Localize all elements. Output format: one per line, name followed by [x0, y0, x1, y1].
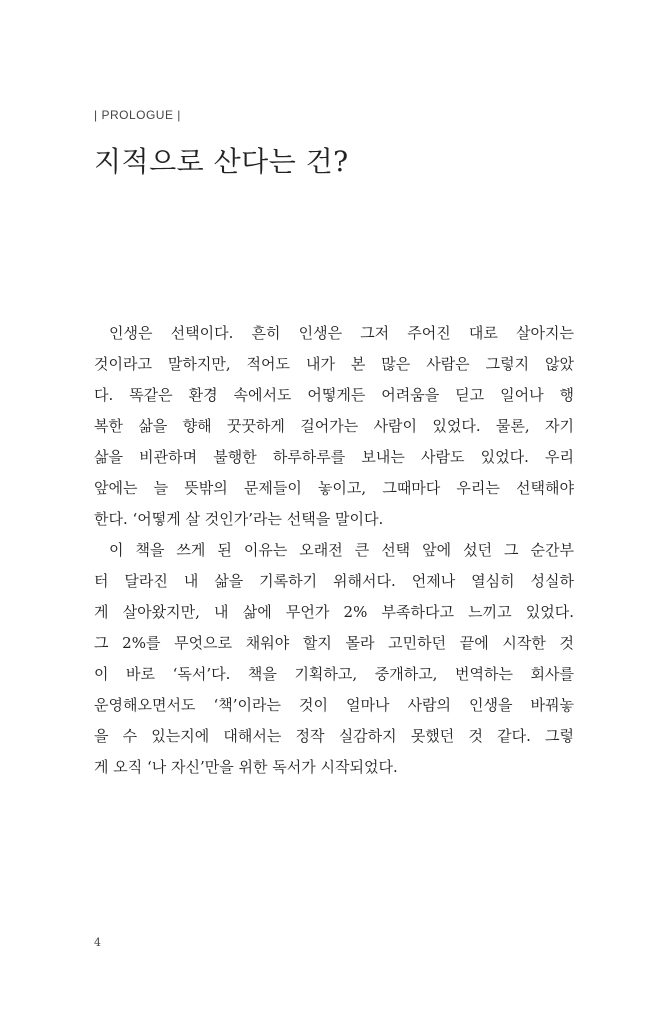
text-line: 삶을 비관하며 불행한 하루하루를 보내는 사람도 있었다. 우리 [94, 448, 574, 466]
text-line: 그 2%를 무엇으로 채워야 할지 몰라 고민하던 끝에 시작한 것 [94, 634, 574, 652]
text-line: 게 오직 ‘나 자신’만을 위한 독서가 시작되었다. [94, 758, 398, 776]
text-line: 이 바로 ‘독서’다. 책을 기획하고, 중개하고, 번역하는 회사를 [94, 665, 574, 683]
text-line: 운영해오면서도 ‘책’이라는 것이 얼마나 사람의 인생을 바꿔놓 [94, 696, 574, 714]
text-line: 복한 삶을 향해 꿋꿋하게 걸어가는 사람이 있었다. 물론, 자기 [94, 417, 574, 435]
text-line: 터 달라진 내 삶을 기록하기 위해서다. 언제나 열심히 성실하 [94, 572, 574, 590]
chapter-title: 지적으로 산다는 건? [94, 145, 349, 178]
text-line: 것이라고 말하지만, 적어도 내가 본 많은 사람은 그렇지 않았 [94, 355, 574, 373]
text-line: 이 책을 쓰게 된 이유는 오래전 큰 선택 앞에 섰던 그 순간부 [109, 541, 574, 559]
text-line: 한다. ‘어떻게 살 것인가’라는 선택을 말이다. [94, 510, 384, 528]
page-number: 4 [94, 936, 101, 949]
text-line: 인생은 선택이다. 흔히 인생은 그저 주어진 대로 살아지는 [109, 324, 574, 342]
text-line: 앞에는 늘 뜻밖의 문제들이 놓이고, 그때마다 우리는 선택해야 [94, 479, 574, 497]
body-text [94, 318, 574, 783]
text-line: 을 수 있는지에 대해서는 정작 실감하지 못했던 것 같다. 그렇 [94, 727, 574, 745]
section-label: | PROLOGUE | [94, 108, 181, 122]
paragraph-1 [94, 318, 574, 535]
text-line: 다. 똑같은 환경 속에서도 어떻게든 어려움을 딛고 일어나 행 [94, 386, 574, 404]
text-line: 게 살아왔지만, 내 삶에 무언가 2% 부족하다고 느끼고 있었다. [94, 603, 574, 621]
paragraph-2 [94, 535, 574, 783]
